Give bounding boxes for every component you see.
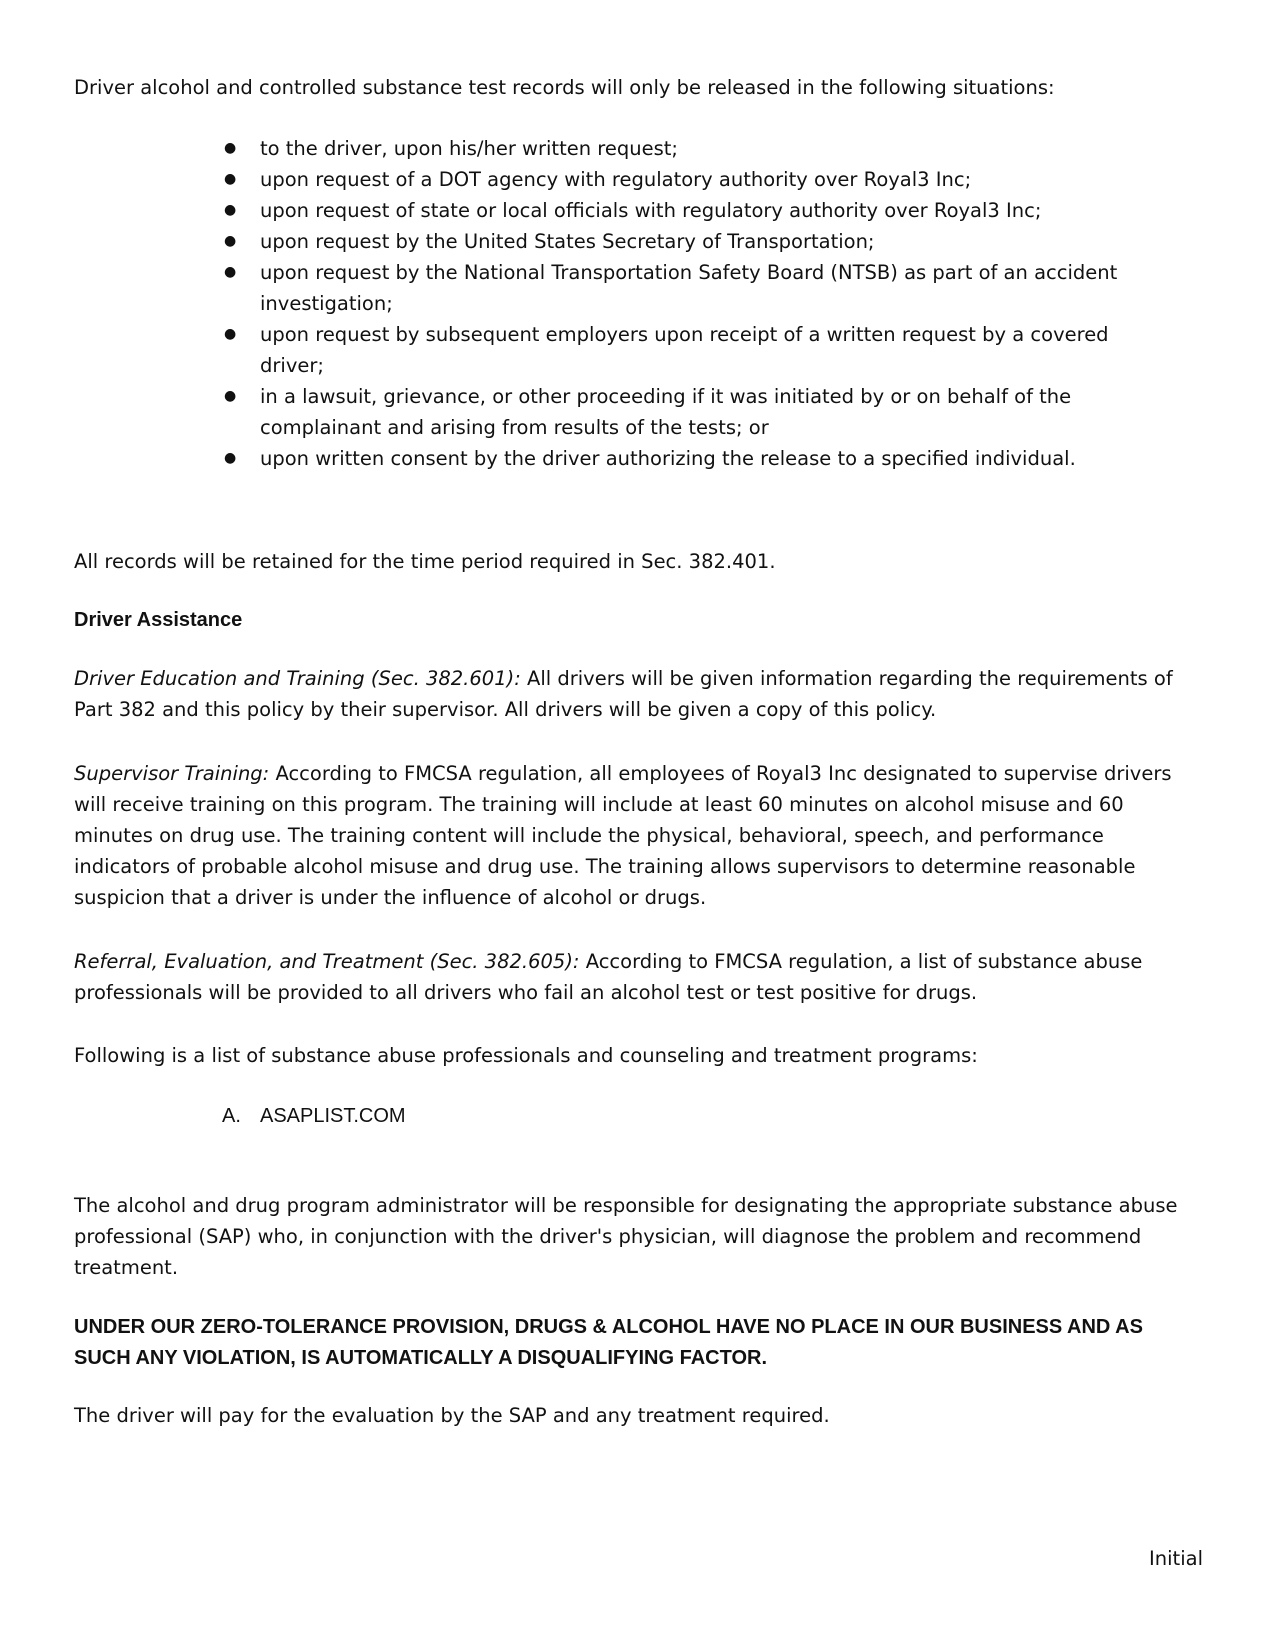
list-item: ● to the driver, upon his/her written request;: [260, 133, 1160, 164]
supervisor-label: Supervisor Training:: [74, 762, 270, 785]
bullet-icon: ●: [224, 388, 237, 404]
list-item: ● upon request by subsequent employers upon receipt of a written request by a covered driver;: [260, 319, 1160, 381]
program-name: ASAPLIST.COM: [260, 1105, 406, 1127]
bullet-icon: ●: [224, 326, 237, 342]
list-marker: A.: [222, 1105, 241, 1127]
payment-paragraph: The driver will pay for the evaluation by the SAP and any treatment required.: [74, 1404, 830, 1427]
list-item: [222, 1101, 406, 1132]
zero-tolerance-notice: UNDER OUR ZERO-TOLERANCE PROVISION, DRUGS & ALCOHOL HAVE NO PLACE IN OUR BUSINESS AND AS SUCH ANY VIOLATION, IS AUTOMATICALLY A DISQUALIFYING FACTOR.: [74, 1316, 1143, 1369]
bullet-icon: ●: [224, 171, 237, 187]
list-item: ● upon request by the United States Secretary of Transportation;: [260, 226, 1160, 257]
bullet-icon: ●: [224, 233, 237, 249]
list-item: ● in a lawsuit, grievance, or other proceeding if it was initiated by or on behalf of the complainant and arising from results of the tests; or: [260, 381, 1160, 443]
list-item: ● upon request of state or local officials with regulatory authority over Royal3 Inc;: [260, 195, 1160, 226]
referral-paragraph: [74, 946, 1204, 1008]
bullet-icon: ●: [224, 450, 237, 466]
release-situations-list: [224, 133, 1160, 474]
driver-assistance-heading: Driver Assistance: [74, 609, 243, 631]
bullet-icon: ●: [224, 140, 237, 156]
supervisor-text: According to FMCSA regulation, all employees of Royal3 Inc designated to supervise drivers will receive training on this program. The training will include at least 60 minutes on alcohol misuse and 60 minutes on drug use. The training content will include the physical, behavioral, speech, and performance indicators of probable alcohol misuse and drug use. The training allows supervisors to determine reasonable suspicion that a driver is under the influence of alcohol or drugs.: [74, 762, 1172, 909]
release-intro: Driver alcohol and controlled substance test records will only be released in the following situations:: [74, 76, 1055, 99]
administrator-paragraph: The alcohol and drug program administrator will be responsible for designating the appropriate substance abuse professional (SAP) who, in conjunction with the driver's physician, will diagnose the problem and recommend treatment.: [74, 1194, 1178, 1279]
education-label: Driver Education and Training (Sec. 382.601):: [74, 667, 521, 690]
list-item: ● upon written consent by the driver authorizing the release to a specified individual.: [260, 443, 1160, 474]
list-item: ● upon request by the National Transportation Safety Board (NTSB) as part of an accident investigation;: [260, 257, 1160, 319]
program-list: [222, 1101, 406, 1132]
supervisor-training-paragraph: [74, 758, 1204, 913]
education-paragraph: [74, 663, 1204, 725]
bullet-icon: ●: [224, 264, 237, 280]
referral-text: According to FMCSA regulation, a list of substance abuse professionals will be provided to all drivers who fail an alcohol test or test positive for drugs.: [74, 950, 1143, 1004]
program-list-intro: Following is a list of substance abuse professionals and counseling and treatment programs:: [74, 1044, 978, 1067]
retention-paragraph: All records will be retained for the time period required in Sec. 382.401.: [74, 550, 776, 573]
referral-label: Referral, Evaluation, and Treatment (Sec. 382.605):: [74, 950, 580, 973]
bullet-icon: ●: [224, 202, 237, 218]
initial-label: Initial: [1149, 1547, 1203, 1570]
education-text: All drivers will be given information regarding the requirements of Part 382 and this policy by their supervisor. All drivers will be given a copy of this policy.: [74, 667, 1173, 721]
list-item: ● upon request of a DOT agency with regulatory authority over Royal3 Inc;: [260, 164, 1160, 195]
